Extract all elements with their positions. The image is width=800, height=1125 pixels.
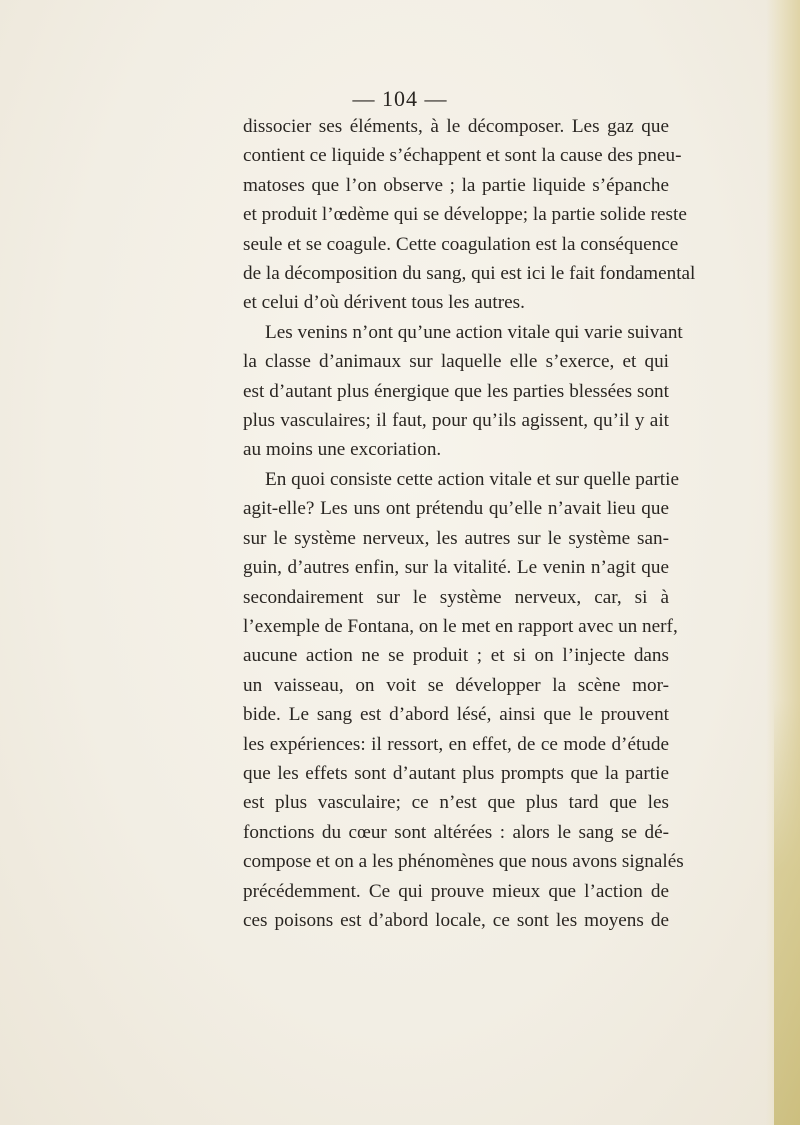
text-line: dissocier ses éléments, à le décomposer. Les gaz que	[243, 116, 669, 137]
text-line: Les venins n’ont qu’une action vitale qui varie suivant	[265, 321, 683, 343]
text-line: ces poisons est d’abord locale, ce sont les moyens de	[243, 909, 669, 931]
text-line: les expériences: il ressort, en effet, de ce mode d’étude	[243, 733, 669, 755]
text-line: fonctions du cœur sont altérées : alors le sang se dé-	[243, 821, 669, 843]
text-line: bide. Le sang est d’abord lésé, ainsi que le prouvent	[243, 704, 669, 726]
text-line: est plus vasculaire; ce n’est que plus tard que les	[243, 792, 669, 814]
text-line: secondairement sur le système nerveux, car, si à	[243, 586, 669, 608]
text-line: agit-elle? Les uns ont prétendu qu’elle n’avait lieu que	[243, 498, 669, 520]
text-line: aucune action ne se produit ; et si on l’injecte dans	[243, 645, 669, 667]
page-number-header: — 104 —	[352, 86, 448, 111]
text-line: seule et se coagule. Cette coagulation est la conséquence	[243, 233, 679, 255]
text-line: sur le système nerveux, les autres sur le système san-	[243, 527, 669, 549]
text-line: précédemment. Ce qui prouve mieux que l’action de	[243, 880, 669, 902]
text-line: que les effets sont d’autant plus prompts que la partie	[243, 762, 669, 784]
paragraph-3	[243, 465, 684, 936]
text-line: au moins une excoriation.	[243, 439, 442, 461]
body-text	[243, 112, 696, 935]
text-line: la classe d’animaux sur laquelle elle s’exerce, et qui	[243, 351, 669, 373]
text-line: plus vasculaires; il faut, pour qu’ils agissent, qu’il y ait	[243, 410, 669, 432]
paragraph-1	[243, 112, 696, 318]
page-edge-stain	[774, 700, 800, 1125]
text-line: contient ce liquide s’échappent et sont la cause des pneu-	[243, 145, 682, 167]
text-line: et produit l’œdème qui se développe; la partie solide reste	[243, 204, 687, 226]
text-line: compose et on a les phénomènes que nous avons signalés	[243, 851, 684, 873]
text-line: guin, d’autres enfin, sur la vitalité. Le venin n’agit que	[243, 557, 669, 579]
text-line: matoses que l’on observe ; la partie liquide s’épanche	[243, 174, 669, 196]
text-line: un vaisseau, on voit se développer la scène mor-	[243, 674, 669, 696]
text-line: de la décomposition du sang, qui est ici le fait fondamental	[243, 263, 696, 285]
paragraph-2	[243, 318, 683, 465]
text-line: est d’autant plus énergique que les parties blessées sont	[243, 380, 669, 402]
text-line: l’exemple de Fontana, on le met en rapport avec un nerf,	[243, 615, 678, 637]
text-line: et celui d’où dérivent tous les autres.	[243, 292, 525, 314]
text-line: En quoi consiste cette action vitale et sur quelle partie	[265, 468, 679, 490]
